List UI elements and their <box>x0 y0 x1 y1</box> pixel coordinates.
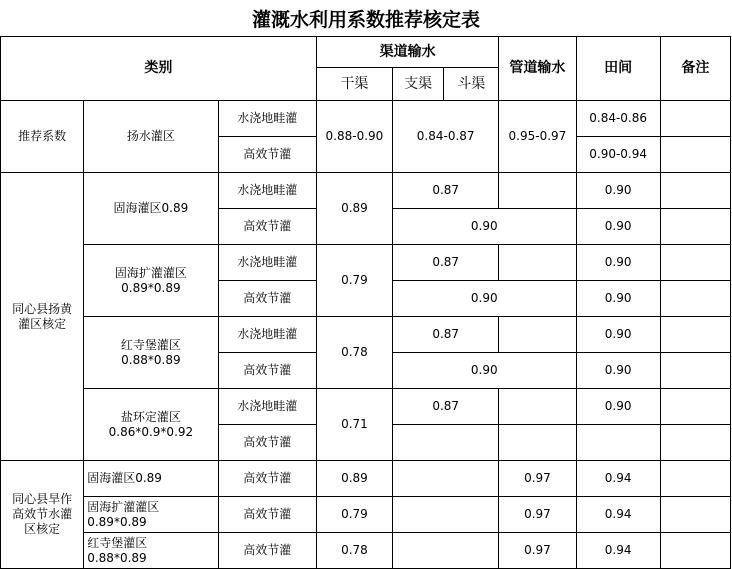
branch-lateral-pipe-value: 0.90 <box>393 353 576 389</box>
recommended-main-canal: 0.88-0.90 <box>316 101 392 173</box>
remark-cell <box>660 461 730 497</box>
header-lateral-canal: 斗渠 <box>444 68 499 101</box>
irrigation-type: 高效节灌 <box>218 533 316 569</box>
remark-cell <box>660 173 730 209</box>
main-canal-value: 0.78 <box>316 533 392 569</box>
pipe-cell <box>499 245 576 281</box>
area-name: 固海扩灌灌区 0.89*0.89 <box>84 245 218 317</box>
coefficient-table <box>0 36 731 569</box>
main-canal-value: 0.79 <box>316 497 392 533</box>
irrigation-type: 水浇地畦灌 <box>218 101 316 137</box>
irrigation-type: 水浇地畦灌 <box>218 389 316 425</box>
field-value: 0.90 <box>576 173 660 209</box>
branch-lateral-cell <box>393 461 499 497</box>
recommended-area: 扬水灌区 <box>84 101 218 173</box>
area-name: 固海灌区0.89 <box>84 461 218 497</box>
remark-cell <box>660 245 730 281</box>
remark-cell <box>660 317 730 353</box>
area-name: 红寺堡灌区 0.88*0.89 <box>84 533 218 569</box>
field-value: 0.94 <box>576 533 660 569</box>
branch-lateral-value: 0.87 <box>393 389 499 425</box>
irrigation-type: 水浇地畦灌 <box>218 317 316 353</box>
recommended-branch-lateral: 0.84-0.87 <box>393 101 499 173</box>
pipe-value: 0.97 <box>499 497 576 533</box>
main-canal-value: 0.89 <box>316 461 392 497</box>
field-value: 0.94 <box>576 497 660 533</box>
header-field: 田间 <box>576 37 660 101</box>
remark-cell <box>660 281 730 317</box>
remark-cell <box>660 497 730 533</box>
branch-lateral-cell <box>393 533 499 569</box>
irrigation-type: 水浇地畦灌 <box>218 173 316 209</box>
remark-cell <box>660 389 730 425</box>
pipe-cell <box>499 425 576 461</box>
field-value: 0.90 <box>576 389 660 425</box>
branch-lateral-value: 0.87 <box>393 317 499 353</box>
irrigation-type: 高效节灌 <box>218 209 316 245</box>
field-value: 0.90 <box>576 245 660 281</box>
header-channel: 渠道输水 <box>316 37 498 68</box>
remark-cell <box>660 425 730 461</box>
main-canal-value: 0.89 <box>316 173 392 245</box>
header-category: 类别 <box>1 37 317 101</box>
header-main-canal: 干渠 <box>316 68 392 101</box>
branch-lateral-value: 0.87 <box>393 245 499 281</box>
branch-lateral-value: 0.87 <box>393 173 499 209</box>
field-value: 0.90 <box>576 317 660 353</box>
main-canal-value: 0.71 <box>316 389 392 461</box>
table-title: 灌溉水利用系数推荐核定表 <box>251 8 480 31</box>
area-name: 固海灌区0.89 <box>84 173 218 245</box>
irrigation-type: 高效节灌 <box>218 425 316 461</box>
remark-cell <box>660 137 730 173</box>
pipe-cell <box>499 173 576 209</box>
remark-cell <box>660 209 730 245</box>
branch-lateral-cell <box>393 497 499 533</box>
recommended-field-2: 0.90-0.94 <box>576 137 660 173</box>
remark-cell <box>660 101 730 137</box>
field-cell <box>576 425 660 461</box>
pipe-cell <box>499 389 576 425</box>
irrigation-type: 高效节灌 <box>218 353 316 389</box>
remark-cell <box>660 353 730 389</box>
irrigation-type: 高效节灌 <box>218 281 316 317</box>
header-pipe: 管道输水 <box>499 37 576 101</box>
recommended-pipe: 0.95-0.97 <box>499 101 576 173</box>
main-canal-value: 0.79 <box>316 245 392 317</box>
branch-lateral-pipe-value: 0.90 <box>393 281 576 317</box>
yanghuang-label: 同心县扬黄 灌区核定 <box>1 173 84 461</box>
pipe-cell <box>499 317 576 353</box>
remark-cell <box>660 533 730 569</box>
irrigation-type: 高效节灌 <box>218 461 316 497</box>
recommended-field-1: 0.84-0.86 <box>576 101 660 137</box>
drought-label: 同心县旱作 高效节水灌 区核定 <box>1 461 84 569</box>
field-value: 0.90 <box>576 209 660 245</box>
pipe-value: 0.97 <box>499 533 576 569</box>
branch-lateral-cell <box>393 425 499 461</box>
field-value: 0.94 <box>576 461 660 497</box>
recommended-label: 推荐系数 <box>1 101 84 173</box>
main-canal-value: 0.78 <box>316 317 392 389</box>
branch-lateral-pipe-value: 0.90 <box>393 209 576 245</box>
irrigation-type: 水浇地畦灌 <box>218 245 316 281</box>
area-name: 固海扩灌灌区 0.89*0.89 <box>84 497 218 533</box>
field-value: 0.90 <box>576 281 660 317</box>
area-name: 红寺堡灌区 0.88*0.89 <box>84 317 218 389</box>
header-remark: 备注 <box>660 37 730 101</box>
header-branch-canal: 支渠 <box>393 68 444 101</box>
irrigation-type: 高效节灌 <box>218 497 316 533</box>
pipe-value: 0.97 <box>499 461 576 497</box>
area-name: 盐环定灌区 0.86*0.9*0.92 <box>84 389 218 461</box>
irrigation-type: 高效节灌 <box>218 137 316 173</box>
field-value: 0.90 <box>576 353 660 389</box>
